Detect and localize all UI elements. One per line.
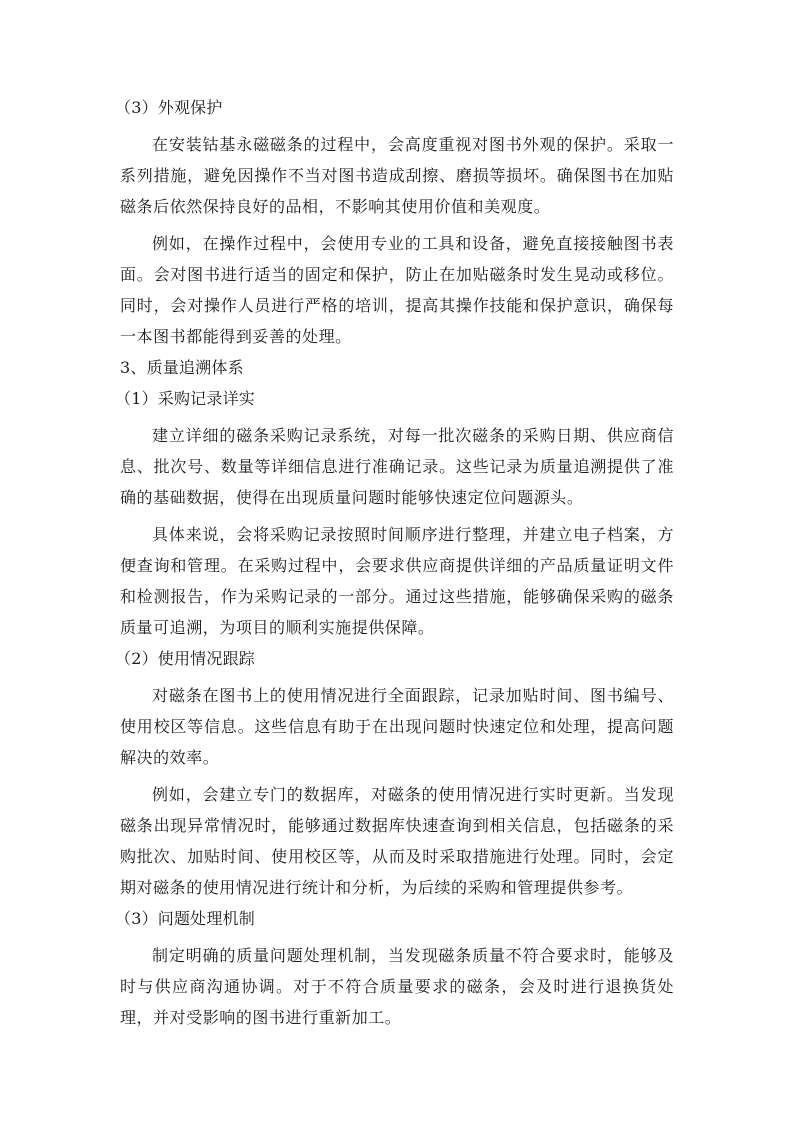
subsection-heading-usage-tracking: （2）使用情况跟踪: [115, 649, 255, 668]
subsection-heading-problem-handling: （3）问题处理机制: [115, 909, 255, 928]
paragraph: 具体来说，会将采购记录按照时间顺序进行整理，并建立电子档案，方便查询和管理。在采购过程中，会要求供应商提供详细的产品质量证明文件和检测报告，作为采购记录的一部分。通过这些措施，能够确保采购的磁条质量可追溯，为项目的顺利实施提供保障。: [120, 525, 674, 637]
document-body: [115, 92, 674, 1033]
section-heading-quality-traceability: 3、质量追溯体系: [120, 358, 244, 377]
paragraph: 建立详细的磁条采购记录系统，对每一批次磁条的采购日期、供应商信息、批次号、数量等详细信息进行准确记录。这些记录为质量追溯提供了准确的基础数据，使得在出现质量问题时能够快速定位问题源头。: [120, 426, 674, 507]
paragraph: 例如，会建立专门的数据库，对磁条的使用情况进行实时更新。当发现磁条出现异常情况时，能够通过数据库快速查询到相关信息，包括磁条的采购批次、加贴时间、使用校区等，从而及时采取措施进行处理。同时，会定期对磁条的使用情况进行统计和分析，为后续的采购和管理提供参考。: [120, 785, 674, 897]
paragraph: 例如，在操作过程中，会使用专业的工具和设备，避免直接接触图书表面。会对图书进行适当的固定和保护，防止在加贴磁条时发生晃动或移位。同时，会对操作人员进行严格的培训，提高其操作技能和保护意识，确保每一本图书都能得到妥善的处理。: [120, 234, 674, 346]
paragraph: 在安装钴基永磁磁条的过程中，会高度重视对图书外观的保护。采取一系列措施，避免因操作不当对图书造成刮擦、磨损等损坏。确保图书在加贴磁条后依然保持良好的品相，不影响其使用价值和美观度。: [120, 135, 674, 216]
section-heading-appearance-protection: （3）外观保护: [115, 98, 223, 117]
subsection-heading-purchase-records: （1）采购记录详实: [115, 389, 255, 408]
paragraph: 制定明确的质量问题处理机制，当发现磁条质量不符合要求时，能够及时与供应商沟通协调。对于不符合质量要求的磁条，会及时进行退换货处理，并对受影响的图书进行重新加工。: [120, 946, 674, 1027]
paragraph: 对磁条在图书上的使用情况进行全面跟踪，记录加贴时间、图书编号、使用校区等信息。这些信息有助于在出现问题时快速定位和处理，提高问题解决的效率。: [120, 686, 674, 767]
